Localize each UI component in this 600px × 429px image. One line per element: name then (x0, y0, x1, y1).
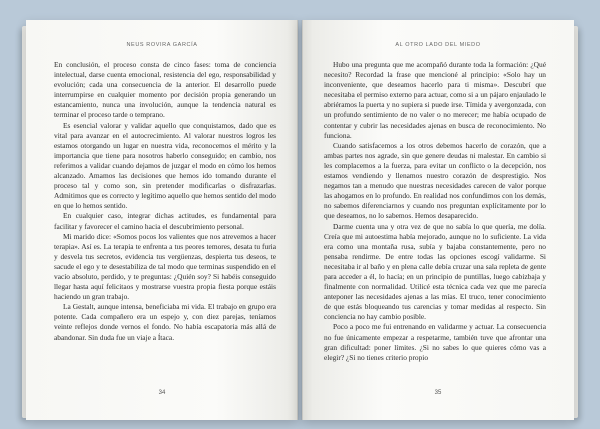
running-head-title: AL OTRO LADO DEL MIEDO (395, 42, 481, 48)
right-page-body (324, 60, 546, 363)
page-number-left: 34 (158, 390, 166, 396)
paragraph: La Gestalt, aunque intensa, beneficiaba mi vida. El trabajo en grupo era potente. Cada compañero era un espejo y, con diez parejas, teníamos veinte reflejos donde vernos el fondo. No había escapatoria más allá de abandonar. Sin duda fue un viaje a Ítaca. (54, 302, 276, 342)
left-page (26, 20, 298, 420)
paragraph: En conclusión, el proceso consta de cinco fases: toma de conciencia intelectual, darse cuenta emocional, resistencia del ego, responsabilidad y evolución; cada una consecuencia de la anterior. El desarrollo puede interrumpirse en cualquier momento por decisión propia generando un estancamiento, nunca una involución, aunque la tendencia natural es terminar el proceso tarde o temprano. (54, 60, 276, 120)
paragraph: Es esencial valorar y validar aquello que conquistamos, dado que es vital para avanzar en el autocrecimiento. Al valorar nuestros logros les estamos otorgando un lugar en nuestra vida, reconocemos el mérito y la importancia que tiene para nosotros haberlo conseguido; en cambio, nos referimos a validar cuando dejamos de juzgar el modo en cómo los hemos alcanzado. Amamos las decisiones que hemos ido tomando durante el proceso tal y como son, sin pretender modificarlas o disfrazarlas. Admitimos que es correcto y legítimo aquello que hemos sentido del modo en que lo hemos sentido. (54, 120, 276, 211)
paragraph: Hubo una pregunta que me acompañó durante toda la formación: ¿Qué necesito? Recordad la frase que mencioné al principio: «Solo hay un inconveniente, que deseamos hacerlo para ti misma». Descubrí que necesitaba el permiso externo para actuar, como si a un pájaro enjaulado le abriéramos la puerta y no supiera si puede irse. Tímida y avergonzada, con un profundo sentimiento de no valer o no merecer; me había ocupado de contentar y cubrir las necesidades ajenas en busca de reconocimiento. No funciona. (324, 60, 546, 140)
paragraph: Poco a poco me fui entrenando en validarme y actuar. La consecuencia no fue únicamente empezar a respetarme, también tuve que afrontar una gran dificultad: poner límites. ¿Si no sabes lo que quieres cómo vas a elegir? ¿Si no tienes criterio propio (324, 322, 546, 362)
page-number-right: 35 (434, 390, 442, 396)
paragraph: Cuando satisfacemos a los otros debemos hacerlo de corazón, que a ambas partes nos agrade, sin que genere deudas ni malestar. En cambio si les complacemos a la fuerza, para evitar un conflicto o la decepción, nos estamos vendiendo y llenamos nuestro corazón de desprestigio. Nos negamos tan a menudo que nuestras necesidades carecen de valor porque las ahogamos en lo profundo. En realidad nos confundimos con los demás, no sabemos diferenciarnos y cuando nos preguntan explícitamente por lo que deseamos, no lo sabemos. Hemos desaparecido. (324, 140, 546, 221)
paragraph: Mi marido dice: «Somos pocos los valientes que nos atrevemos a hacer terapia». Así es. La terapia te enfrenta a tus peores temores, desata tu furia y desvela tus secretos, evidencia tus vergüenzas, despierta tus deseos, te sacude el ego y te desestabiliza de tal modo que terminas suspendido en el vacío absoluto, perdido, y te preguntas: ¿Quién soy? Si habéis conseguido llegar hasta aquí felicitaos y mostrarse vuestra propia fiesta porque estáis haciendo un gran trabajo. (54, 231, 276, 302)
paragraph: Darme cuenta una y otra vez de que no sabía lo que quería, me dolía. Creía que mi autoestima había mejorado, aunque no lo suficiente. La vida era como una montaña rusa, subía y bajaba constantemente, pero no pensaba rendirme. De entre todas las opciones escogí validarme. Si necesitaba ir al baño y en plena calle debía cruzar una sala repleta de gente para acceder a él, lo hacía; en un principio de puntillas, luego cabizbaja y finalmente con normalidad. Utilicé esta técnica cada vez que me parecía anteponer las necesidades ajenas a las mías. El truco, tener conocimiento de que estás bloqueando tus carencias y tomar medidas al respecto. Sin conciencia no hay cambio posible. (324, 221, 546, 322)
open-book (26, 20, 574, 420)
paragraph: En cualquier caso, integrar dichas actitudes, es fundamental para facilitar y favorecer el camino hacia el descubrimiento personal. (54, 211, 276, 231)
book-gutter (297, 20, 303, 420)
right-page (302, 20, 574, 420)
left-page-body (54, 60, 276, 343)
running-head-author: NEUS ROVIRA GARCÍA (126, 42, 198, 48)
